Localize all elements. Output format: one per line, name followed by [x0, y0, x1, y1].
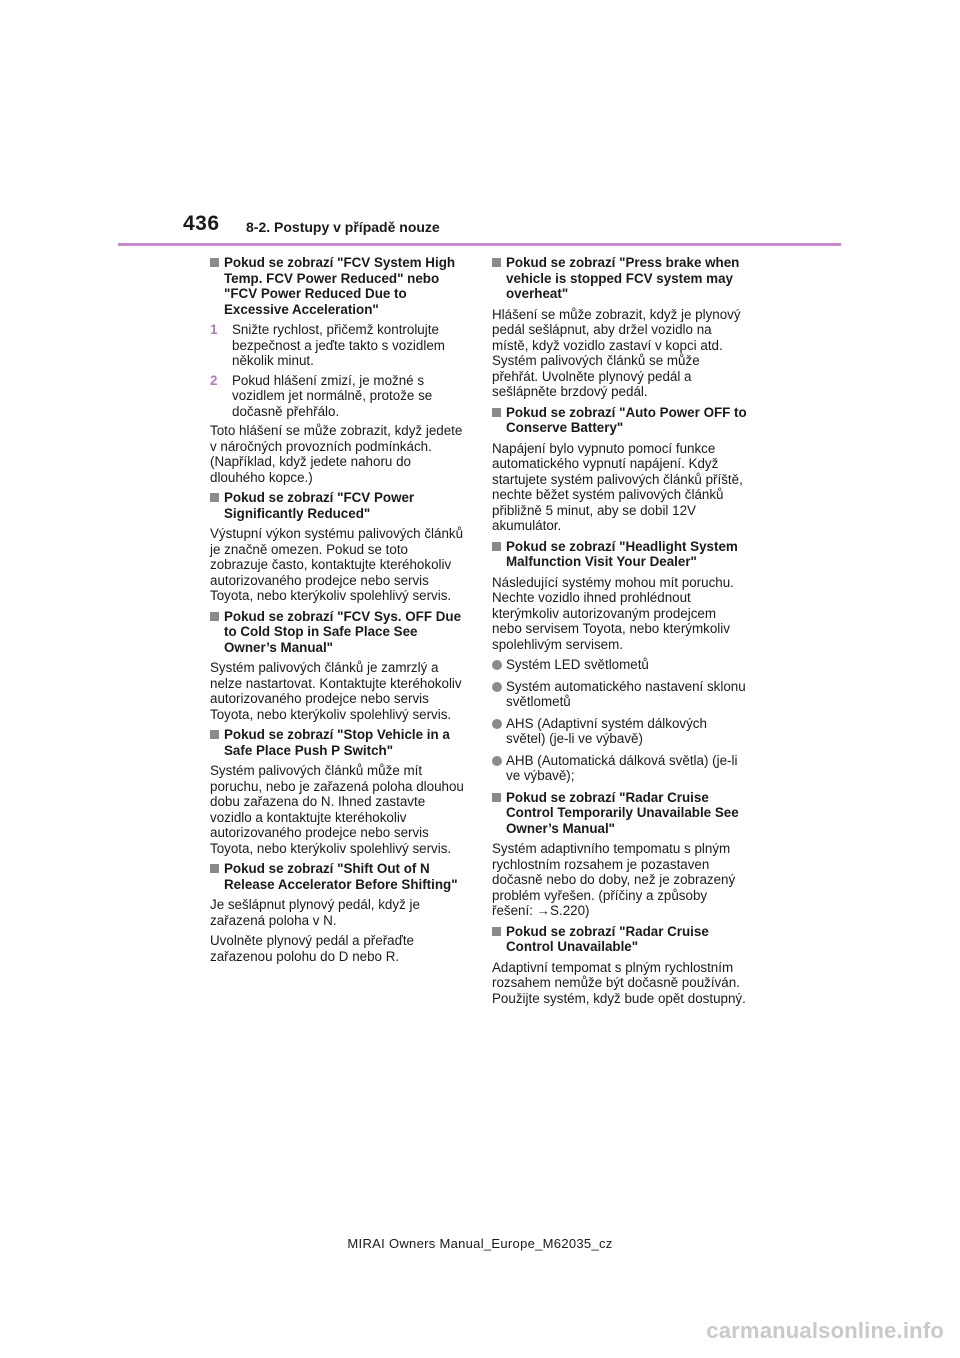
section-heading: [492, 255, 748, 302]
paragraph: Systém palivových článků je zamrzlý a nelze nastartovat. Kontaktujte kteréhokoliv autorizovaného prodejce nebo servis Toyota, nebo kterýkoliv spolehlivý servis.: [210, 660, 462, 722]
section-heading: [210, 727, 466, 758]
paragraph: Napájení bylo vypnuto pomocí funkce automatického vypnutí napájení. Když startujete systém palivových článků příště, nechte běžet systém palivových článků přibližně 5 minut, aby se dobil 12V akumulátor.: [492, 440, 743, 533]
bullet-text: Systém automatického nastavení sklonu světlometů: [506, 678, 746, 709]
square-bullet-icon: [210, 493, 219, 502]
circle-bullet-icon: [492, 682, 502, 692]
left-column: [210, 255, 466, 969]
bullet-item: [492, 679, 748, 710]
step-text: Snižte rychlost, přičemž kontrolujte bezpečnost a jeďte takto s vozidlem několik minut.: [232, 322, 445, 368]
square-bullet-icon: [492, 793, 501, 802]
square-bullet-icon: [492, 542, 501, 551]
heading-text: Pokud se zobrazí "FCV System High Temp. FCV Power Reduced" nebo "FCV Power Reduced Due to Excessive Acceleration": [224, 255, 456, 317]
step-text: Pokud hlášení zmizí, je možné s vozidlem jet normálně, protože se dočasně přehřálo.: [232, 372, 433, 419]
page-number: 436: [183, 212, 220, 235]
square-bullet-icon: [210, 258, 219, 267]
bullet-text: AHB (Automatická dálková světla) (je-li ve výbavě);: [506, 752, 738, 783]
paragraph: Uvolněte plynový pedál a přeřaďte zařazenou polohu do D nebo R.: [210, 933, 415, 964]
bullet-item: [492, 657, 748, 673]
numbered-step: [210, 322, 466, 369]
heading-text: Pokud se zobrazí "FCV Sys. OFF Due to Cold Stop in Safe Place See Owner’s Manual": [224, 608, 462, 655]
bullet-item: [492, 716, 748, 747]
circle-bullet-icon: [492, 660, 502, 670]
section-heading: [492, 790, 748, 837]
heading-text: Pokud se zobrazí "Auto Power OFF to Conserve Battery": [506, 404, 747, 435]
section-heading: [492, 405, 748, 436]
square-bullet-icon: [492, 408, 501, 417]
paragraph: Následující systémy mohou mít poruchu. Nechte vozidlo ihned prohlédnout kterýmkoliv autorizovaným prodejcem nebo servisem Toyota, nebo kterýmkoliv spolehlivým servisem.: [492, 574, 734, 652]
numbered-step: [210, 373, 466, 420]
section-heading: [210, 490, 466, 521]
circle-bullet-icon: [492, 719, 502, 729]
paragraph: Systém adaptivního tempomatu s plným rychlostním rozsahem je pozastaven dočasně nebo do doby, než je zobrazený problém vyřešen. (příčiny a způsoby řešení: →S.220): [492, 841, 736, 918]
section-heading: [492, 539, 748, 570]
right-column: [492, 255, 748, 1011]
heading-text: Pokud se zobrazí "Radar Cruise Control Temporarily Unavailable See Owner’s Manual": [506, 789, 739, 836]
heading-text: Pokud se zobrazí "Radar Cruise Control Unavailable": [506, 923, 709, 954]
square-bullet-icon: [210, 612, 219, 621]
header-divider: [118, 243, 841, 246]
paragraph: Adaptivní tempomat s plným rychlostním rozsahem nemůže být dočasně používán. Použijte systém, když bude opět dostupný.: [492, 959, 746, 1006]
bullet-text: AHS (Adaptivní systém dálkových světel) (je-li ve výbavě): [506, 715, 707, 746]
footer-text: MIRAI Owners Manual_Europe_M62035_cz: [347, 1236, 613, 1251]
paragraph: Je sešlápnut plynový pedál, když je zařazená poloha v N.: [210, 897, 420, 928]
heading-text: Pokud se zobrazí "Shift Out of N Release Accelerator Before Shifting": [224, 861, 458, 892]
square-bullet-icon: [492, 258, 501, 267]
paragraph: Výstupní výkon systému palivových článků je značně omezen. Pokud se toto zobrazuje často, kontaktujte kteréhokoliv autorizovaného prodejce nebo servis Toyota, nebo kterýkoliv spolehlivý servis.: [210, 526, 464, 603]
square-bullet-icon: [492, 927, 501, 936]
square-bullet-icon: [210, 730, 219, 739]
paragraph: Systém palivových článků může mít poruchu, nebo je zařazená poloha dlouhou dobu zařazena do N. Ihned zastavte vozidlo a kontaktujte kteréhokoliv autorizovaného prodejce nebo servis Toyota, nebo kterýkoliv spolehlivý servis.: [210, 763, 464, 856]
heading-text: Pokud se zobrazí "Stop Vehicle in a Safe Place Push P Switch": [224, 727, 450, 758]
section-heading: [492, 924, 748, 955]
paragraph: Hlášení se může zobrazit, když je plynový pedál sešlápnut, aby držel vozidlo na místě, když vozidlo zastaví v kopci atd. Systém palivových článků se může přehřát. Uvolněte plynový pedál a sešlápněte brzdový pedál.: [492, 306, 741, 399]
section-title: 8-2. Postupy v případě nouze: [246, 219, 440, 235]
heading-text: Pokud se zobrazí "Press brake when vehicle is stopped FCV system may overheat": [506, 255, 740, 301]
bullet-text: Systém LED světlometů: [506, 657, 649, 672]
section-heading: [210, 609, 466, 656]
heading-text: Pokud se zobrazí "Headlight System Malfunction Visit Your Dealer": [506, 538, 738, 569]
step-number: 1: [210, 322, 218, 337]
step-number: 2: [210, 372, 218, 388]
heading-text: Pokud se zobrazí "FCV Power Significantly Reduced": [224, 490, 415, 521]
bullet-item: [492, 753, 748, 784]
paragraph: Toto hlášení se může zobrazit, když jedete v náročných provozních podmínkách. (Například, když jedete nahoru do dlouhého kopce.): [210, 423, 463, 485]
section-heading: [210, 861, 466, 892]
watermark: carmanualsonline.info: [706, 1318, 944, 1343]
square-bullet-icon: [210, 864, 219, 873]
circle-bullet-icon: [492, 756, 502, 766]
section-heading: [210, 255, 466, 317]
